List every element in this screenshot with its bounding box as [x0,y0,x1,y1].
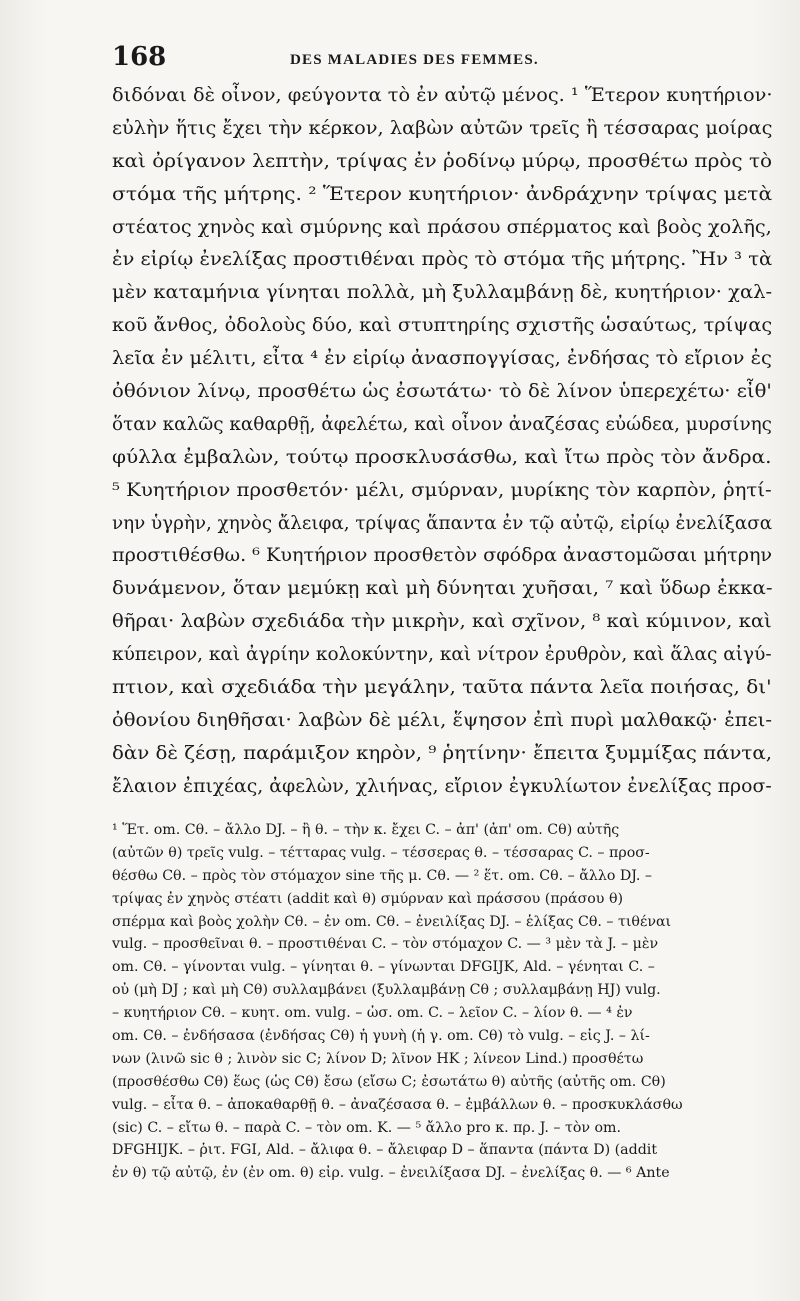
text-line: ὀθονίου διηθῆσαι· λαβὼν δὲ μέλι, ἕψησον ἐπὶ πυρὶ μαλθακῷ· ἐπει- [112,709,772,731]
footnote-line: vulg. – προσθεῖναι θ. – προστιθέναι C. – τὸν στόμαχον C. — ³ μὲν τὰ J. – μὲν [112,936,659,953]
text-line: μὲν καταμήνια γίνηται πολλὰ, μὴ ξυλλαμβάνῃ δὲ, κυητήριον· χαλ- [112,282,773,304]
page-number: 168 [112,42,167,72]
text-line: νην ὑγρὴν, χηνὸς ἄλειφα, τρίψας ἅπαντα ἐν τῷ αὐτῷ, εἰρίῳ ἐνελίξασα [112,512,773,534]
footnote-line: DFGHIJK. – ῥιτ. FGI, Ald. – ἄλιφα θ. – ἄλειφαρ D – ἅπαντα (πάντα D) (addit [112,1142,658,1159]
footnote-line: ¹ Ἕτ. om. Cθ. – ἄλλο DJ. – ἢ θ. – τὴν κ. ἔχει C. – ἀπ' (ἀπ' om. Cθ) αὐτῆς [112,822,620,838]
text-line: θῆραι· λαβὼν σχεδιάδα τὴν μικρὴν, καὶ σχῖνον, ⁸ καὶ κύμινον, καὶ [112,611,772,633]
text-line: φύλλα ἐμβαλὼν, τούτῳ προσκλυσάσθω, καὶ ἴτω πρὸς τὸν ἄνδρα. [112,446,772,468]
text-line: δυνάμενον, ὅταν μεμύκῃ καὶ μὴ δύνηται χυῆσαι, ⁷ καὶ ὕδωρ ἐκκα- [112,578,773,600]
text-line: ἔλαιον ἐπιχέας, ἀφελὼν, χλιήνας, εἴριον ἐγκυλίωτον ἐνελίξας προσ- [112,775,772,797]
footnote-line: σπέρμα καὶ βοὸς χολὴν Cθ. – ἐν om. Cθ. – ἐνειλίξας DJ. – ἑλίξας Cθ. – τιθέναι [112,913,672,930]
footnote-line: (προσθέσθω Cθ) ἕως (ὡς Cθ) ἔσω (εἴσω C; ἐσωτάτω θ) αὐτῆς (αὐτῆς om. Cθ) [112,1073,666,1090]
running-head: DES MALADIES DES FEMMES. [290,52,539,68]
text-line: προστιθέσθω. ⁶ Κυητήριον προσθετὸν σφόδρα ἀναστομῶσαι μήτρην [112,545,773,567]
text-line: ⁵ Κυητήριον προσθετόν· μέλι, σμύρναν, μυρίκης τὸν καρπὸν, ῥητί- [112,479,772,501]
footnote-line: – κυητήριον Cθ. – κυητ. om. vulg. – ὡσ. om. C. – λεῖον C. – λίον θ. — ⁴ ἐν [112,1005,633,1022]
footnote-line: οὐ (μὴ DJ ; καὶ μὴ Cθ) συλλαμβάνει (ξυλλαμβάνῃ Cθ ; συλλαμβάνῃ HJ) vulg. [112,982,661,999]
footnote-line: (sic) C. – εἴτω θ. – παρὰ C. – τὸν om. K. — ⁵ ἄλλο pro κ. πρ. J. – τὸν om. [112,1119,622,1136]
text-line: κοῦ ἄνθος, ὀδολοὺς δύο, καὶ στυπτηρίης σχιστῆς ὡσαύτως, τρίψας [112,315,773,337]
text-line: λεῖα ἐν μέλιτι, εἶτα ⁴ ἐν εἰρίῳ ἀνασπογγίσας, ἐνδήσας τὸ εἴριον ἐς [112,348,772,370]
footnotes [112,819,780,1185]
footnote-line: om. Cθ. – γίνονται vulg. – γίνηται θ. – γίνωνται DFGIJK, Ald. – γένηται C. – [112,959,655,976]
text-line: στόμα τῆς μήτρης. ² Ἕτερον κυητήριον· ἀνδράχνην τρίψας μετὰ [112,183,773,205]
text-line: κύπειρον, καὶ ἀγρίην κολοκύντην, καὶ νίτρον ἐρυθρὸν, καὶ ἅλας αἰγύ- [112,644,772,666]
footnote-line: ἐν θ) τῷ αὐτῷ, ἐν (ἐν om. θ) εἰρ. vulg. – ἐνειλίξασα DJ. – ἐνελίξας θ. — ⁶ Ante [112,1165,670,1182]
footnote-line: (αὐτῶν θ) τρεῖς vulg. – τέτταρας vulg. – τέσσερας θ. – τέσσαρας C. – προσ- [112,844,650,861]
footnote-line: vulg. – εἶτα θ. – ἀποκαθαρθῇ θ. – ἀναζέσασα θ. – ἐμβάλλων θ. – προσκυκλάσθω [112,1096,683,1113]
footnote-line: τρίψας ἐν χηνὸς στέατι (addit καὶ θ) σμύρναν καὶ πράσσου (πράσου θ) [112,890,624,907]
text-line: ὀθόνιον λίνῳ, προσθέτω ὡς ἐσωτάτω· τὸ δὲ λίνον ὑπερεχέτω· εἶθ' [112,381,772,403]
text-line: ἐν εἰρίῳ ἐνελίξας προστιθέναι πρὸς τὸ στόμα τῆς μήτρης. Ἢν ³ τὰ [112,249,773,271]
text-line: ὅταν καλῶς καθαρθῇ, ἀφελέτω, καὶ οἶνον ἀναζέσας εὐώδεα, μυρσίνης [112,413,772,435]
footnote-line: θέσθω Cθ. – πρὸς τὸν στόμαχον sine τῆς μ. Cθ. — ² ἕτ. om. Cθ. – ἄλλο DJ. – [112,867,652,884]
text-line: πτιον, καὶ σχεδιάδα τὴν μεγάλην, ταῦτα πάντα λεῖα ποιήσας, δι' [112,677,772,699]
footnote-line: om. Cθ. – ἐνδήσασα (ἐνδήσας Cθ) ἡ γυνὴ (ἡ γ. om. Cθ) τὸ vulg. – εἰς J. – λί- [112,1028,650,1045]
page-header [112,40,772,80]
main-text [112,80,776,804]
footnote-line: νων (λινῶ sic θ ; λινὸν sic C; λίνον D; λῖνον HK ; λίνεον Lind.) προσθέτω [112,1050,644,1067]
text-line: καὶ ὀρίγανον λεπτὴν, τρίψας ἐν ῥοδίνῳ μύρῳ, προσθέτω πρὸς τὸ [112,150,773,172]
text-line: δὰν δὲ ζέσῃ, παράμιξον κηρὸν, ⁹ ῥητίνην· ἔπειτα ξυμμίξας πάντα, [112,742,773,764]
text-line: διδόναι δὲ οἶνον, φεύγοντα τὸ ἐν αὐτῷ μένος. ¹ Ἕτερον κυητήριον· [112,85,773,106]
text-line: στέατος χηνὸς καὶ σμύρνης καὶ πράσου σπέρματος καὶ βοὸς χολῆς, [112,216,772,238]
text-line: εὐλὴν ἥτις ἔχει τὴν κέρκον, λαβὼν αὐτῶν τρεῖς ἢ τέσσαρας μοίρας [112,117,773,139]
